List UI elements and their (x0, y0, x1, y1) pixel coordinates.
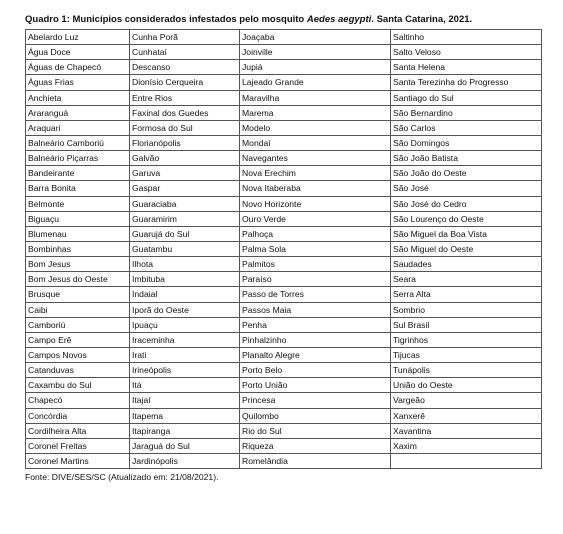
table-cell: Ilhota (130, 257, 240, 272)
table-cell: Catanduvas (26, 363, 130, 378)
table-cell: São Miguel do Oeste (391, 241, 542, 256)
table-row (26, 423, 542, 438)
table-cell: Xavantina (391, 423, 542, 438)
table-cell: Maravilha (240, 90, 391, 105)
table-cell: Balneário Piçarras (26, 151, 130, 166)
table-cell: São Bernardino (391, 105, 542, 120)
table-cell: Tijucas (391, 347, 542, 362)
table-cell: Coronel Freitas (26, 438, 130, 453)
table-cell: Lajeado Grande (240, 75, 391, 90)
table-cell: Cordilheira Alta (26, 423, 130, 438)
table-cell: São José do Cedro (391, 196, 542, 211)
table-cell: Joinville (240, 45, 391, 60)
table-cell: Bom Jesus (26, 257, 130, 272)
table-cell: Iraceminha (130, 332, 240, 347)
table-row (26, 211, 542, 226)
table-cell: Romelândia (240, 453, 391, 468)
table-row (26, 135, 542, 150)
table-row (26, 196, 542, 211)
table-row (26, 438, 542, 453)
table-cell: Garuva (130, 166, 240, 181)
table-cell: Saudades (391, 257, 542, 272)
table-row (26, 453, 542, 468)
table-cell: Barra Bonita (26, 181, 130, 196)
table-cell: Novo Horizonte (240, 196, 391, 211)
table-cell: Guatambu (130, 241, 240, 256)
table-row (26, 60, 542, 75)
table-cell: Bom Jesus do Oeste (26, 272, 130, 287)
table-row (26, 393, 542, 408)
table-cell: Irineópolis (130, 363, 240, 378)
table-cell: Anchieta (26, 90, 130, 105)
table-cell: Imbituba (130, 272, 240, 287)
table-row (26, 120, 542, 135)
table-row (26, 45, 542, 60)
table-cell: Rio do Sul (240, 423, 391, 438)
table-cell: Santa Helena (391, 60, 542, 75)
table-cell: Marema (240, 105, 391, 120)
table-cell: Dionísio Cerqueira (130, 75, 240, 90)
table-cell: São José (391, 181, 542, 196)
table-cell: Riqueza (240, 438, 391, 453)
table-cell: Tigrinhos (391, 332, 542, 347)
caption-prefix: Quadro 1: Municípios considerados infestados pelo mosquito (25, 14, 307, 25)
table-cell: União do Oeste (391, 378, 542, 393)
table-cell: Araranguá (26, 105, 130, 120)
table-cell: Mondaí (240, 135, 391, 150)
table-body (26, 30, 542, 469)
table-cell: Camboriú (26, 317, 130, 332)
table-row (26, 272, 542, 287)
table-cell: Iporã do Oeste (130, 302, 240, 317)
table-row (26, 166, 542, 181)
table-cell: Biguaçu (26, 211, 130, 226)
table-cell: Quilombo (240, 408, 391, 423)
table-cell: Caxambu do Sul (26, 378, 130, 393)
table-cell: Indaial (130, 287, 240, 302)
table-row (26, 151, 542, 166)
table-cell: Passo de Torres (240, 287, 391, 302)
table-cell (391, 453, 542, 468)
table-row (26, 378, 542, 393)
table-cell: Caibi (26, 302, 130, 317)
table-cell: Navegantes (240, 151, 391, 166)
table-cell: São Domingos (391, 135, 542, 150)
table-cell: Santiago do Sul (391, 90, 542, 105)
table-cell: Balneário Camboriú (26, 135, 130, 150)
table-caption (25, 11, 541, 29)
table-cell: Saltinho (391, 30, 542, 45)
table-cell: Bandeirante (26, 166, 130, 181)
table-cell: Faxinal dos Guedes (130, 105, 240, 120)
table-row (26, 90, 542, 105)
table-row (26, 257, 542, 272)
table-row (26, 226, 542, 241)
table-cell: Chapecó (26, 393, 130, 408)
table-cell: Entre Rios (130, 90, 240, 105)
table-cell: Planalto Alegre (240, 347, 391, 362)
table-cell: Cunhataí (130, 45, 240, 60)
table-row (26, 317, 542, 332)
table-cell: Salto Veloso (391, 45, 542, 60)
table-cell: Abelardo Luz (26, 30, 130, 45)
table-cell: Passos Maia (240, 302, 391, 317)
table-cell: Nova Erechim (240, 166, 391, 181)
municipalities-table (25, 29, 542, 469)
table-cell: São Carlos (391, 120, 542, 135)
table-row (26, 347, 542, 362)
table-cell: Joaçaba (240, 30, 391, 45)
table-cell: Jaraguá do Sul (130, 438, 240, 453)
table-cell: Água Doce (26, 45, 130, 60)
table-cell: Penha (240, 317, 391, 332)
table-cell: Nova Itaberaba (240, 181, 391, 196)
table-cell: Ipuaçu (130, 317, 240, 332)
table-cell: Modelo (240, 120, 391, 135)
table-cell: Belmonte (26, 196, 130, 211)
table-cell: Vargeão (391, 393, 542, 408)
table-cell: Jupiá (240, 60, 391, 75)
table-cell: São Lourenço do Oeste (391, 211, 542, 226)
table-cell: Sombrio (391, 302, 542, 317)
table-cell: Descanso (130, 60, 240, 75)
table-cell: Itá (130, 378, 240, 393)
table-row (26, 363, 542, 378)
table-cell: Florianópolis (130, 135, 240, 150)
table-cell: Itapema (130, 408, 240, 423)
table-cell: Bombinhas (26, 241, 130, 256)
table-cell: Princesa (240, 393, 391, 408)
caption-suffix: . Santa Catarina, 2021. (371, 14, 473, 25)
table-cell: Porto União (240, 378, 391, 393)
table-row (26, 181, 542, 196)
document (25, 11, 541, 482)
table-cell: Xaxim (391, 438, 542, 453)
table-cell: Coronel Martins (26, 453, 130, 468)
table-cell: Gaspar (130, 181, 240, 196)
table-row (26, 30, 542, 45)
table-cell: Tunápolis (391, 363, 542, 378)
table-cell: Serra Alta (391, 287, 542, 302)
table-cell: Xanxerê (391, 408, 542, 423)
table-row (26, 241, 542, 256)
table-cell: Porto Belo (240, 363, 391, 378)
table-cell: Águas de Chapecó (26, 60, 130, 75)
table-cell: Campos Novos (26, 347, 130, 362)
table-cell: Santa Terezinha do Progresso (391, 75, 542, 90)
table-cell: Guaraciaba (130, 196, 240, 211)
table-cell: Concórdia (26, 408, 130, 423)
table-cell: Palmitos (240, 257, 391, 272)
table-cell: Pinhalzinho (240, 332, 391, 347)
caption-species: Aedes aegypti (306, 14, 372, 25)
table-cell: Guarujá do Sul (130, 226, 240, 241)
table-cell: Irati (130, 347, 240, 362)
table-cell: Itapiranga (130, 423, 240, 438)
table-cell: Blumenau (26, 226, 130, 241)
table-cell: Sul Brasil (391, 317, 542, 332)
table-cell: Palma Sola (240, 241, 391, 256)
table-cell: Guaramirim (130, 211, 240, 226)
table-cell: Águas Frias (26, 75, 130, 90)
table-cell: Palhoça (240, 226, 391, 241)
table-cell: Cunha Porã (130, 30, 240, 45)
table-cell: Seara (391, 272, 542, 287)
table-cell: Itajaí (130, 393, 240, 408)
table-cell: Araquari (26, 120, 130, 135)
table-row (26, 105, 542, 120)
table-row (26, 332, 542, 347)
table-row (26, 302, 542, 317)
table-row (26, 75, 542, 90)
table-cell: São Miguel da Boa Vista (391, 226, 542, 241)
table-cell: Paraíso (240, 272, 391, 287)
source-note: Fonte: DIVE/SES/SC (Atualizado em: 21/08/2021). (25, 472, 219, 483)
table-cell: São João Batista (391, 151, 542, 166)
table-cell: Ouro Verde (240, 211, 391, 226)
table-row (26, 287, 542, 302)
table-cell: Formosa do Sul (130, 120, 240, 135)
table-row (26, 408, 542, 423)
table-cell: São João do Oeste (391, 166, 542, 181)
table-cell: Galvão (130, 151, 240, 166)
table-cell: Campo Erê (26, 332, 130, 347)
table-cell: Jardinópolis (130, 453, 240, 468)
table-cell: Brusque (26, 287, 130, 302)
